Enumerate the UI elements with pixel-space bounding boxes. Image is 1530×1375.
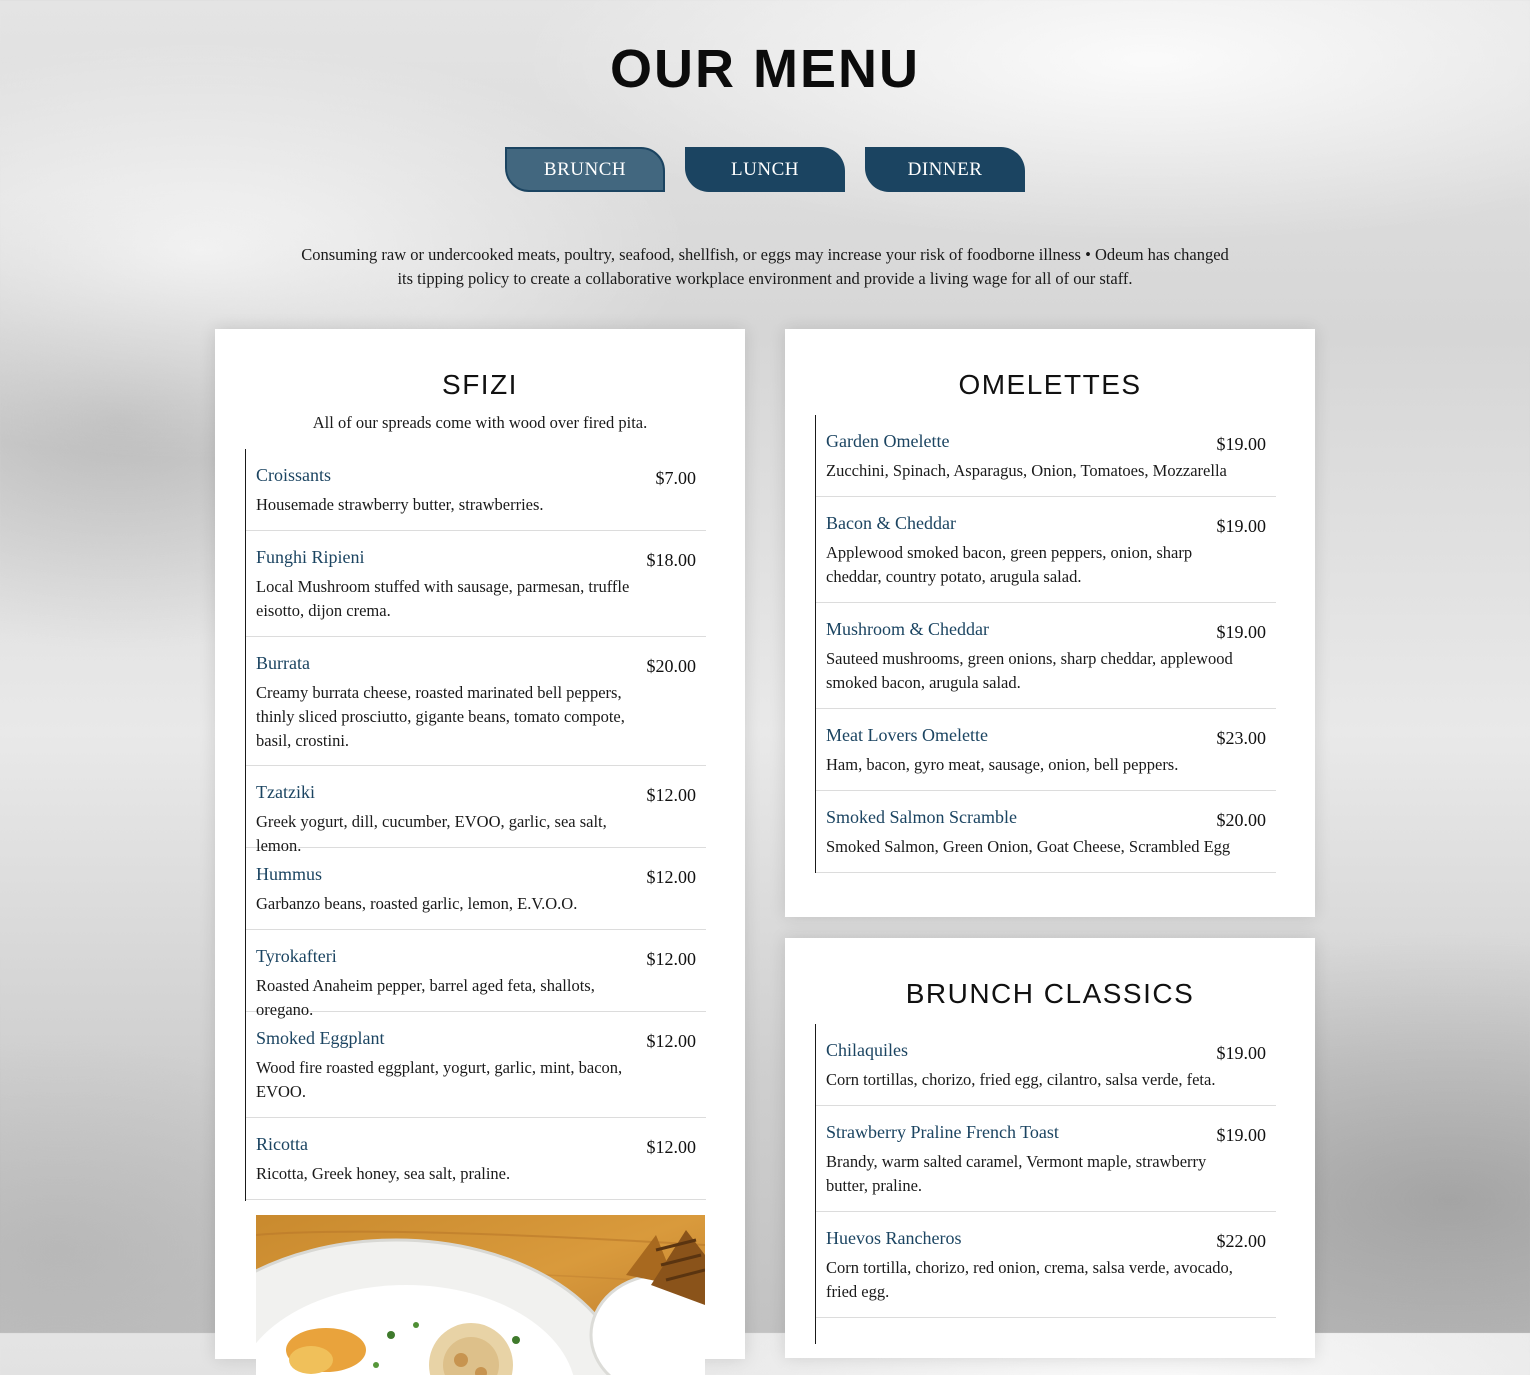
item-name: Ricotta — [256, 1134, 308, 1154]
list-item — [816, 1024, 1276, 1106]
item-price: $18.00 — [646, 550, 696, 570]
item-name: Croissants — [256, 465, 332, 485]
item-description: Ricotta, Greek honey, sea salt, praline. — [256, 1164, 511, 1183]
item-name: Huevos Rancheros — [826, 1228, 962, 1248]
section-title-omelettes: OMELETTES — [958, 369, 1142, 400]
item-description: Greek yogurt, dill, cucumber, EVOO, garlic, sea salt, lemon. — [256, 812, 607, 855]
omelettes-item-list — [815, 415, 1276, 873]
list-item — [246, 1012, 706, 1118]
sfizi-item-list — [245, 449, 706, 1201]
item-price: $19.00 — [1216, 1043, 1266, 1063]
item-name: Hummus — [256, 864, 323, 884]
item-name: Smoked Salmon Scramble — [826, 807, 1017, 827]
list-item — [246, 848, 706, 930]
item-description: Ham, bacon, gyro meat, sausage, onion, bell peppers. — [826, 755, 1179, 774]
brunch-classics-card — [785, 938, 1315, 1358]
list-item — [816, 603, 1276, 709]
section-title-sfizi: SFIZI — [442, 369, 518, 400]
item-price: $12.00 — [646, 949, 696, 969]
list-item — [816, 791, 1276, 873]
item-description: Garbanzo beans, roasted garlic, lemon, E.V.O.O. — [256, 894, 578, 913]
item-price: $23.00 — [1216, 728, 1266, 748]
page-title: OUR MENU — [610, 39, 920, 99]
item-description: Corn tortillas, chorizo, fried egg, cilantro, salsa verde, feta. — [826, 1070, 1216, 1089]
sfizi-card — [215, 329, 745, 1359]
item-description: Roasted Anaheim pepper, barrel aged feta, shallots, oregano. — [256, 976, 595, 1019]
item-description: Wood fire roasted eggplant, yogurt, garlic, mint, bacon, EVOO. — [256, 1058, 623, 1101]
item-name: Tyrokafteri — [256, 946, 337, 966]
list-item — [816, 497, 1276, 603]
item-name: Meat Lovers Omelette — [826, 725, 988, 745]
item-description: Zucchini, Spinach, Asparagus, Onion, Tomatoes, Mozzarella — [826, 461, 1227, 480]
item-description: Housemade strawberry butter, strawberries. — [256, 495, 544, 514]
list-item — [246, 1118, 706, 1200]
item-price: $19.00 — [1216, 516, 1266, 536]
item-name: Tzatziki — [256, 782, 315, 802]
section-title-brunch-classics: BRUNCH CLASSICS — [905, 978, 1195, 1009]
tab-lunch[interactable]: LUNCH — [685, 147, 845, 192]
item-name: Funghi Ripieni — [256, 547, 365, 567]
list-item — [246, 930, 706, 1019]
list-item — [816, 1106, 1276, 1212]
list-item — [816, 415, 1276, 497]
item-price: $12.00 — [646, 867, 696, 887]
item-description: Local Mushroom stuffed with sausage, parmesan, truffle eisotto, dijon crema. — [256, 577, 630, 620]
item-description: Smoked Salmon, Green Onion, Goat Cheese, Scrambled Egg — [826, 837, 1231, 856]
list-item — [246, 766, 706, 855]
item-price: $12.00 — [646, 785, 696, 805]
item-price: $22.00 — [1216, 1231, 1266, 1251]
food-safety-notice: Consuming raw or undercooked meats, poultry, seafood, shellfish, or eggs may increase your risk of foodborne illness • Odeum has changed its tipping policy to create a collaborative workplace environment and provide a living wage for all of our staff. — [301, 245, 1229, 288]
list-item — [246, 449, 706, 531]
food-photo-image — [256, 1215, 705, 1375]
item-price: $19.00 — [1216, 434, 1266, 454]
list-item — [246, 637, 706, 766]
tab-dinner[interactable]: DINNER — [865, 147, 1025, 192]
item-description: Creamy burrata cheese, roasted marinated bell peppers, thinly sliced prosciutto, gigante beans, tomato compote, basil, crostini. — [256, 683, 625, 750]
item-price: $12.00 — [646, 1031, 696, 1051]
list-item — [816, 1212, 1276, 1318]
item-price: $7.00 — [655, 468, 696, 488]
food-photo — [256, 1215, 705, 1375]
item-description: Applewood smoked bacon, green peppers, onion, sharp cheddar, country potato, arugula salad. — [826, 543, 1193, 586]
item-name: Burrata — [256, 653, 310, 673]
item-name: Strawberry Praline French Toast — [826, 1122, 1059, 1142]
item-description: Sauteed mushrooms, green onions, sharp cheddar, applewood smoked bacon, arugula salad. — [826, 649, 1233, 692]
brunch-classics-item-list — [815, 1024, 1276, 1344]
list-item — [816, 709, 1276, 791]
item-name: Bacon & Cheddar — [826, 513, 956, 533]
item-name: Chilaquiles — [826, 1040, 908, 1060]
list-item — [246, 531, 706, 637]
menu-tabs — [505, 147, 1025, 192]
item-name: Mushroom & Cheddar — [826, 619, 989, 639]
item-price: $20.00 — [646, 656, 696, 676]
item-price: $19.00 — [1216, 622, 1266, 642]
tab-brunch[interactable]: BRUNCH — [505, 147, 665, 192]
item-name: Garden Omelette — [826, 431, 950, 451]
omelettes-card — [785, 329, 1315, 917]
item-price: $12.00 — [646, 1137, 696, 1157]
item-price: $19.00 — [1216, 1125, 1266, 1145]
section-subtitle-sfizi: All of our spreads come with wood over fired pita. — [312, 413, 648, 432]
item-name: Smoked Eggplant — [256, 1028, 385, 1048]
item-description: Brandy, warm salted caramel, Vermont maple, strawberry butter, praline. — [826, 1152, 1207, 1195]
item-price: $20.00 — [1216, 810, 1266, 830]
item-description: Corn tortilla, chorizo, red onion, crema, salsa verde, avocado, fried egg. — [826, 1258, 1233, 1301]
